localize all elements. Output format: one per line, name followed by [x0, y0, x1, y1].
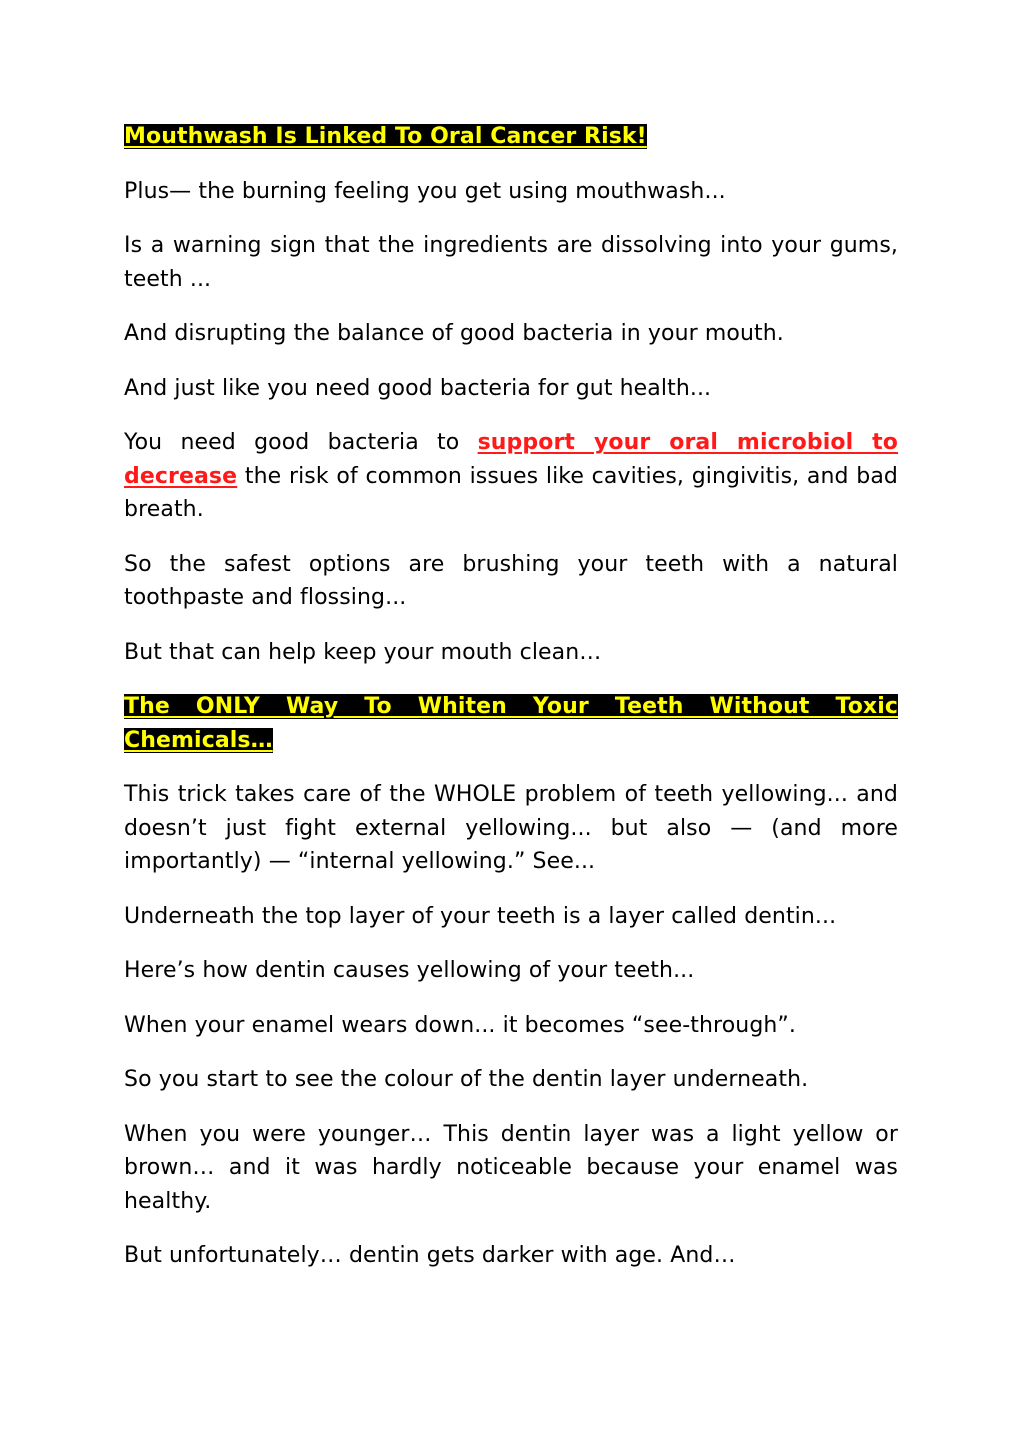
- heading-oral-cancer-text: Mouthwash Is Linked To Oral Cancer Risk!: [124, 124, 647, 149]
- heading-whiten-teeth: [124, 690, 898, 757]
- paragraph-whole-problem: This trick takes care of the WHOLE problem of teeth yellowing... and doesn’t just fight external yellowing... but also — (and more importantly) — “internal yellowing.” See...: [124, 782, 898, 874]
- paragraph-good-bacteria: [124, 426, 898, 527]
- paragraph-darker-with-age: But unfortunately… dentin gets darker with age. And…: [124, 1243, 736, 1268]
- heading-oral-cancer: [124, 120, 898, 154]
- paragraph-dentin-yellowing: Here’s how dentin causes yellowing of your teeth...: [124, 958, 695, 983]
- paragraph-burning-feeling: Plus— the burning feeling you get using mouthwash...: [124, 178, 726, 204]
- paragraph-mouth-clean: But that can help keep your mouth clean…: [124, 639, 602, 665]
- paragraph-good-bacteria-start: You need good bacteria to: [124, 430, 478, 455]
- heading-whiten-teeth-text: The ONLY Way To Whiten Your Teeth Without Toxic Chemicals…: [124, 694, 898, 753]
- paragraph-warning-sign: Is a warning sign that the ingredients are dissolving into your gums, teeth ...: [124, 233, 898, 292]
- document-page: [124, 120, 898, 1294]
- paragraph-dentin-colour: So you start to see the colour of the dentin layer underneath.: [124, 1067, 809, 1092]
- paragraph-dentin-layer: Underneath the top layer of your teeth is a layer called dentin...: [124, 903, 837, 929]
- paragraph-bacteria-balance: And disrupting the balance of good bacteria in your mouth.: [124, 321, 784, 346]
- paragraph-gut-health: And just like you need good bacteria for gut health...: [124, 375, 712, 401]
- oral-microbiol-link[interactable]: support your oral microbiol to decrease: [124, 430, 898, 489]
- paragraph-safest-options: So the safest options are brushing your teeth with a natural toothpaste and flossing...: [124, 551, 898, 610]
- paragraph-good-bacteria-end: the risk of common issues like cavities, gingivitis, and bad breath.: [124, 463, 898, 522]
- paragraph-enamel-wears: When your enamel wears down... it becomes “see-through”.: [124, 1012, 797, 1038]
- paragraph-younger: When you were younger… This dentin layer was a light yellow or brown… and it was hardly noticeable because your enamel was healthy.: [124, 1121, 898, 1214]
